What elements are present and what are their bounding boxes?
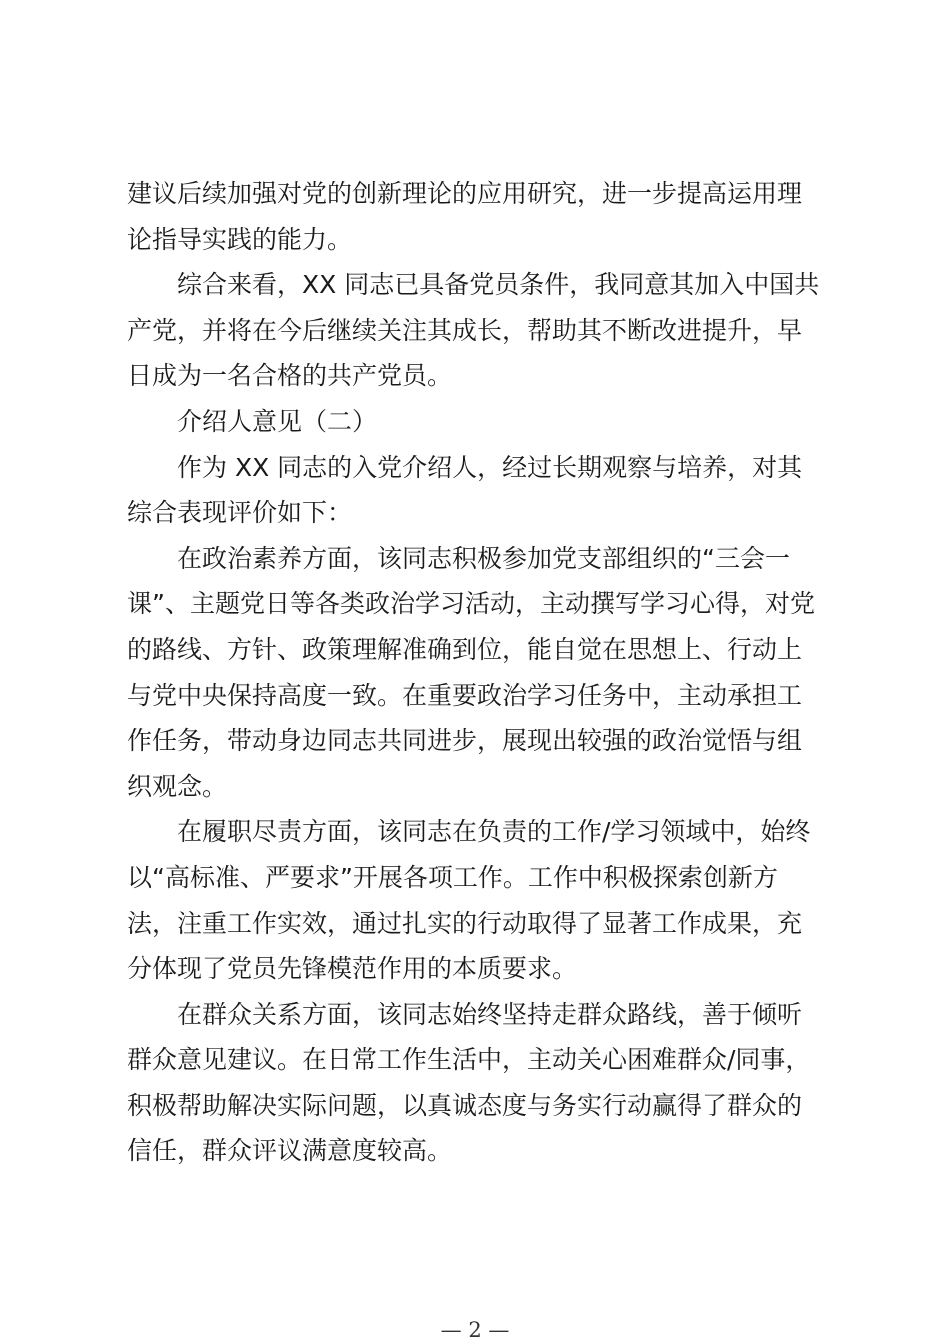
text-line: 分体现了党员先锋模范作用的本质要求。 [127, 954, 578, 984]
text-line: 综合表现评价如下： [127, 498, 353, 528]
document-body [127, 171, 833, 1174]
text-line: 积极帮助解决实际问题，以真诚态度与务实行动赢得了群众的 [127, 1090, 803, 1120]
text-line: 作任务，带动身边同志共同进步，展现出较强的政治觉悟与组 [127, 726, 803, 756]
text-line: 日成为一名合格的共产党员。 [127, 361, 453, 391]
text-line: 以“高标准、严要求”开展各项工作。工作中积极探索创新方 [127, 862, 778, 892]
text-line: 的路线、方针、政策理解准确到位，能自觉在思想上、行动上 [127, 634, 803, 664]
text-line: 课”、主题党日等各类政治学习活动，主动撰写学习心得，对党 [127, 589, 815, 619]
section-heading: 介绍人意见（二） [177, 406, 378, 436]
paragraph-start-line: 在履职尽责方面，该同志在负责的工作/学习领域中，始终 [177, 817, 811, 847]
text-line: 与党中央保持高度一致。在重要政治学习任务中，主动承担工 [127, 680, 803, 710]
page-number: — 2 — [440, 1318, 510, 1342]
text-line: 建议后续加强对党的创新理论的应用研究，进一步提高运用理 [127, 179, 803, 208]
paragraph-start-line: 作为 XX 同志的入党介绍人，经过长期观察与培养，对其 [177, 452, 803, 482]
text-line: 法，注重工作实效，通过扎实的行动取得了显著工作成果，充 [127, 908, 803, 938]
text-line: 信任，群众评议满意度较高。 [127, 1136, 453, 1166]
text-line: 群众意见建议。在日常工作生活中，主动关心困难群众/同事， [127, 1045, 811, 1075]
paragraph-start-line: 在政治素养方面，该同志积极参加党支部组织的“三会一 [177, 543, 790, 573]
paragraph-start-line: 在群众关系方面，该同志始终坚持走群众路线，善于倾听 [177, 999, 803, 1029]
text-line: 论指导实践的能力。 [127, 224, 353, 254]
text-line: 织观念。 [127, 771, 228, 801]
text-line: 产党，并将在今后继续关注其成长，帮助其不断改进提升，早 [127, 315, 803, 345]
paragraph-start-line: 综合来看，XX 同志已具备党员条件，我同意其加入中国共 [177, 270, 820, 300]
